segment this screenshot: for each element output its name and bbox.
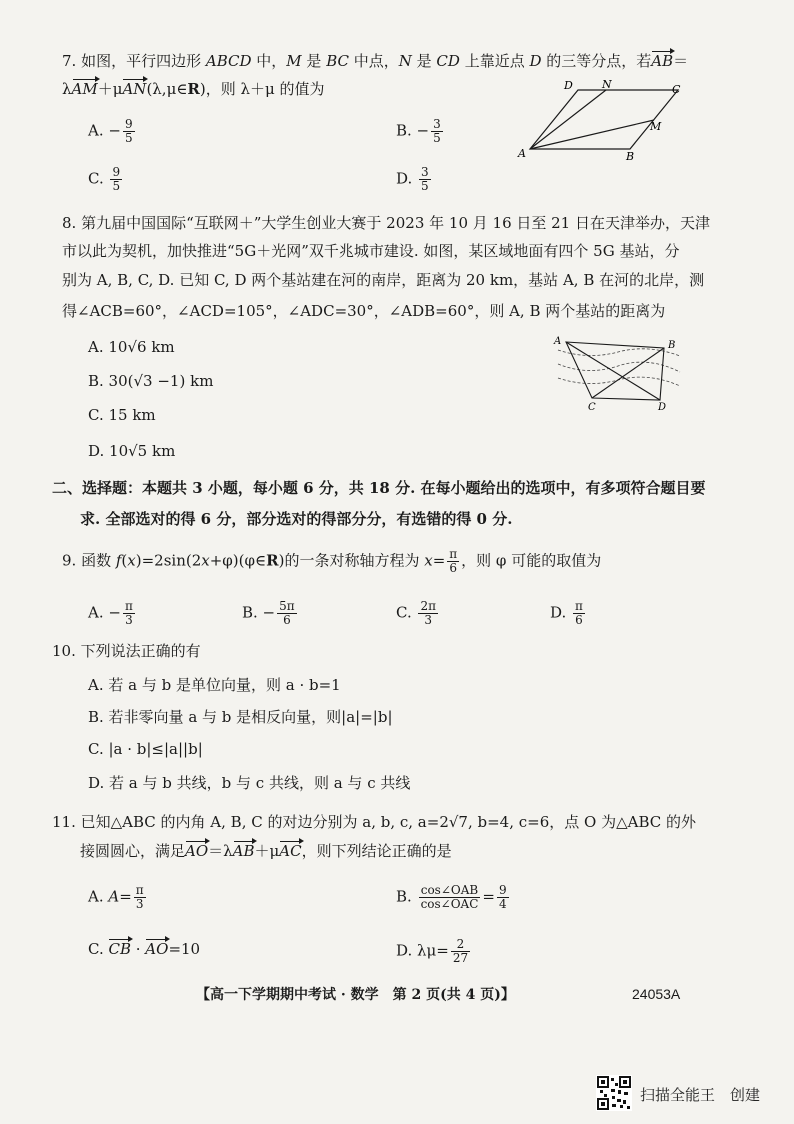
paper-code: 24053A (632, 986, 681, 1002)
q8-line2: 市以此为契机，加快推进“5G＋光网”双千兆城市建设. 如图，某区域地面有四个 5G 基站，分 (62, 242, 680, 260)
svg-text:C: C (588, 402, 596, 412)
q10-opt-b: B. 若非零向量 a 与 b 是相反向量，则|a|=|b| (88, 708, 393, 726)
svg-text:C: C (672, 83, 681, 96)
q8-line4: 得∠ACB=60°，∠ACD=105°，∠ADC=30°，∠ADB=60°，则 A, B 两个基站的距离为 (62, 302, 666, 320)
svg-text:D: D (564, 79, 573, 92)
q11-opt-c: C. CB · AO=10 (88, 940, 201, 958)
q10-stem: 10. 下列说法正确的有 (52, 642, 201, 660)
svg-text:A: A (554, 336, 562, 347)
q7-opt-c: C. $\frac{9}{5}$ (88, 165, 121, 193)
q11-line1: 11. 已知△ABC 的内角 A, B, C 的对边分别为 a, b, c, a=2√7, b=4, c=6，点 O 为△ABC 的外 (52, 813, 697, 831)
q8-line1: 8. 第九届中国国际“互联网＋”大学生创业大赛于 2023 年 10 月 16 日至 21 日在天津举办，天津 (62, 214, 710, 232)
q9-stem: 9. 函数 f(x)=2sin(2x+φ)(φ∈R)的一条对称轴方程为 x= $\frac{\pi}{6}$ ，则 φ 可能的取值为 (62, 547, 602, 575)
q9-opt-d: D. $\frac{\pi}{6}$ (550, 599, 583, 627)
q7-opt-b: B. − $\frac{3}{5}$ (396, 117, 441, 145)
q8-opt-b: B. 30(√3 −1) km (88, 372, 214, 390)
q11-line2: 接圆圆心，满足AO＝λAB＋μAC，则下列结论正确的是 (80, 842, 452, 860)
q9-opt-a: A. − $\frac{\pi}{3}$ (88, 599, 133, 627)
q8-river-figure (548, 330, 688, 412)
q8-opt-a: A. 10√6 km (88, 338, 175, 356)
q10-opt-c: C. |a · b|≤|a||b| (88, 740, 203, 758)
section2-line2: 求. 全部选对的得 6 分，部分选对的得部分分，有选错的得 0 分. (80, 510, 513, 528)
svg-text:N: N (602, 78, 612, 91)
q10-opt-d: D. 若 a 与 b 共线，b 与 c 共线，则 a 与 c 共线 (88, 774, 411, 792)
q7-opt-d: D. $\frac{3}{5}$ (396, 165, 429, 193)
q11-opt-b: B. $\frac{\text{cos∠OAB}}{\text{cos∠OAC}}$ = $\frac{9}{4}$ (396, 883, 507, 911)
svg-text:B: B (668, 340, 676, 351)
q8-opt-c: C. 15 km (88, 406, 156, 424)
q11-opt-d: D. λμ= $\frac{2}{27}$ (396, 937, 469, 965)
q7-opt-a: A. − $\frac{9}{5}$ (88, 117, 133, 145)
svg-text:A: A (518, 147, 526, 160)
scanner-watermark: 扫描全能王 创建 (640, 1086, 761, 1104)
q7-line2: λAM＋μAN(λ,μ∈R)，则 λ＋μ 的值为 (62, 80, 325, 98)
page-footer-title: 【高一下学期期中考试 · 数学 第 2 页(共 4 页)】 (196, 987, 515, 1003)
section2-line1: 二、选择题：本题共 3 小题，每小题 6 分，共 18 分. 在每小题给出的选项中，有多项符合题目要 (52, 479, 706, 497)
qr-code-icon (596, 1075, 632, 1111)
svg-text:M: M (650, 120, 662, 133)
q9-opt-c: C. $\frac{2\pi}{3}$ (396, 599, 437, 627)
q10-opt-a: A. 若 a 与 b 是单位向量，则 a · b=1 (88, 676, 341, 694)
q8-line3: 别为 A, B, C, D. 已知 C, D 两个基站建在河的南岸，距离为 20 km，基站 A, B 在河的北岸，测 (62, 271, 705, 289)
q7-line1: 7. 如图，平行四边形 ABCD 中，M 是 BC 中点，N 是 CD 上靠近点 D 的三等分点，若AB＝ (62, 52, 689, 70)
q11-opt-a: A. A= $\frac{\pi}{3}$ (88, 883, 144, 911)
svg-text:D: D (658, 402, 667, 412)
svg-text:B: B (626, 150, 635, 163)
q7-parallelogram-figure (512, 78, 692, 164)
q8-opt-d: D. 10√5 km (88, 442, 176, 460)
q9-opt-b: B. − $\frac{5\pi}{6}$ (242, 599, 295, 627)
